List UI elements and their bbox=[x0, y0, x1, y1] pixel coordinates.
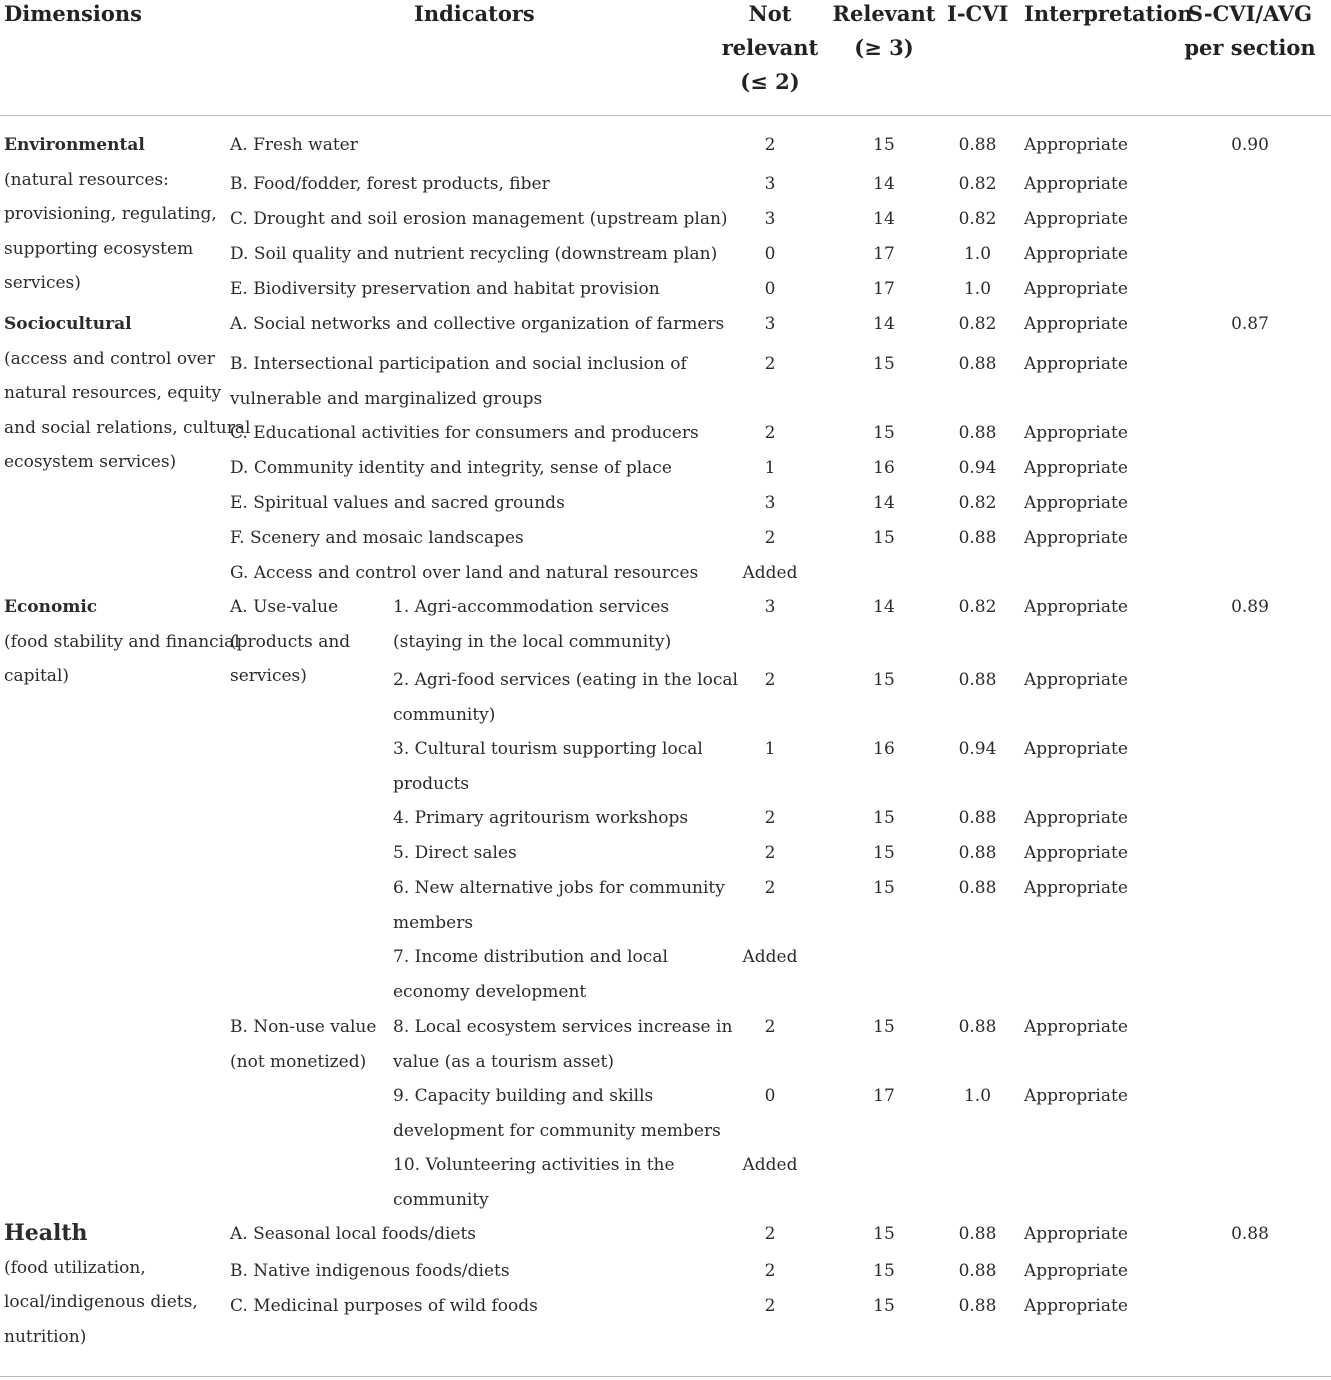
relevant-count: 15 bbox=[873, 528, 895, 548]
not-relevant-count: 3 bbox=[764, 597, 776, 617]
header-rule bbox=[0, 115, 1331, 116]
relevant-count: 17 bbox=[873, 279, 895, 299]
indicator-text: 6. New alternative jobs for community members bbox=[393, 878, 725, 933]
indicator-text: 3. Cultural tourism supporting local products bbox=[393, 739, 703, 794]
not-relevant-count: Added bbox=[742, 947, 798, 967]
indicator-text: G. Access and control over land and natural resources bbox=[230, 563, 699, 583]
interpretation-text: Appropriate bbox=[1024, 1224, 1128, 1244]
not-relevant-count: 0 bbox=[764, 1086, 776, 1106]
interpretation-text: Appropriate bbox=[1024, 1261, 1128, 1281]
not-relevant-count: 3 bbox=[764, 174, 776, 194]
interpretation-text: Appropriate bbox=[1024, 1017, 1128, 1037]
indicator-text: B. Intersectional participation and social inclusion of vulnerable and marginalized groups bbox=[230, 354, 687, 409]
indicator-text: 2. Agri-food services (eating in the local community) bbox=[393, 670, 738, 725]
interpretation-text: Appropriate bbox=[1024, 135, 1128, 155]
header-relevant: Relevant (≥ 3) bbox=[832, 1, 936, 60]
not-relevant-count: 3 bbox=[764, 493, 776, 513]
not-relevant-count: Added bbox=[742, 563, 798, 583]
not-relevant-count: 2 bbox=[764, 808, 776, 828]
dimension-sociocultural: Sociocultural (access and control over natural resources, equity and social relations, cultural ecosystem services) bbox=[4, 314, 251, 472]
icvi-value: 0.88 bbox=[958, 1017, 997, 1037]
icvi-value: 0.88 bbox=[958, 528, 997, 548]
not-relevant-count: 2 bbox=[764, 670, 776, 690]
relevant-count: 14 bbox=[873, 314, 895, 334]
header-icvi: I-CVI bbox=[947, 1, 1009, 26]
footer-rule bbox=[0, 1376, 1331, 1377]
indicator-text: 9. Capacity building and skills development for community members bbox=[393, 1086, 721, 1141]
not-relevant-count: Added bbox=[742, 1155, 798, 1175]
relevant-count: 15 bbox=[873, 1224, 895, 1244]
relevant-count: 14 bbox=[873, 209, 895, 229]
interpretation-text: Appropriate bbox=[1024, 597, 1128, 617]
relevant-count: 15 bbox=[873, 808, 895, 828]
icvi-value: 1.0 bbox=[963, 279, 992, 299]
icvi-value: 0.88 bbox=[958, 670, 997, 690]
header-interpretation: Interpretation bbox=[1024, 1, 1193, 26]
interpretation-text: Appropriate bbox=[1024, 423, 1128, 443]
relevant-count: 15 bbox=[873, 670, 895, 690]
icvi-value: 0.88 bbox=[958, 1224, 997, 1244]
icvi-value: 0.88 bbox=[958, 808, 997, 828]
indicator-text: E. Biodiversity preservation and habitat provision bbox=[230, 279, 660, 299]
indicator-text: D. Soil quality and nutrient recycling (downstream plan) bbox=[230, 244, 718, 264]
indicator-text: 4. Primary agritourism workshops bbox=[393, 808, 689, 828]
icvi-value: 0.82 bbox=[958, 209, 997, 229]
not-relevant-count: 2 bbox=[764, 354, 776, 374]
icvi-value: 0.82 bbox=[958, 174, 997, 194]
interpretation-text: Appropriate bbox=[1024, 354, 1128, 374]
interpretation-text: Appropriate bbox=[1024, 458, 1128, 478]
interpretation-text: Appropriate bbox=[1024, 174, 1128, 194]
relevant-count: 14 bbox=[873, 493, 895, 513]
not-relevant-count: 3 bbox=[764, 209, 776, 229]
not-relevant-count: 2 bbox=[764, 1296, 776, 1316]
relevant-count: 14 bbox=[873, 597, 895, 617]
indicator-text: E. Spiritual values and sacred grounds bbox=[230, 493, 565, 513]
relevant-count: 15 bbox=[873, 135, 895, 155]
icvi-value: 0.82 bbox=[958, 314, 997, 334]
icvi-value: 0.94 bbox=[958, 739, 997, 759]
icvi-value: 0.82 bbox=[958, 493, 997, 513]
interpretation-text: Appropriate bbox=[1024, 739, 1128, 759]
header-scvi: S-CVI/AVG per section bbox=[1184, 1, 1316, 60]
indicator-text: 5. Direct sales bbox=[393, 843, 517, 863]
icvi-value: 0.94 bbox=[958, 458, 997, 478]
relevant-count: 15 bbox=[873, 1017, 895, 1037]
interpretation-text: Appropriate bbox=[1024, 878, 1128, 898]
interpretation-text: Appropriate bbox=[1024, 1086, 1128, 1106]
indicator-text: A. Fresh water bbox=[230, 135, 358, 155]
indicator-text: A. Seasonal local foods/diets bbox=[230, 1224, 477, 1244]
scvi-health: 0.88 bbox=[1231, 1224, 1269, 1244]
relevant-count: 15 bbox=[873, 354, 895, 374]
relevant-count: 15 bbox=[873, 423, 895, 443]
relevant-count: 15 bbox=[873, 1296, 895, 1316]
group-non-use-value: B. Non-use value (not monetized) bbox=[230, 1017, 377, 1072]
relevant-count: 17 bbox=[873, 1086, 895, 1106]
icvi-value: 0.88 bbox=[958, 1261, 997, 1281]
relevant-count: 15 bbox=[873, 843, 895, 863]
relevant-count: 15 bbox=[873, 1261, 895, 1281]
interpretation-text: Appropriate bbox=[1024, 528, 1128, 548]
relevant-count: 15 bbox=[873, 878, 895, 898]
not-relevant-count: 2 bbox=[764, 1224, 776, 1244]
indicator-text: 1. Agri-accommodation services (staying in the local community) bbox=[393, 597, 672, 652]
indicator-text: 7. Income distribution and local economy development bbox=[393, 947, 668, 1002]
not-relevant-count: 0 bbox=[764, 279, 776, 299]
icvi-value: 0.88 bbox=[958, 135, 997, 155]
not-relevant-count: 2 bbox=[764, 1261, 776, 1281]
dimension-economic: Economic (food stability and financial capital) bbox=[4, 597, 240, 686]
indicator-text: C. Drought and soil erosion management (upstream plan) bbox=[230, 209, 728, 229]
interpretation-text: Appropriate bbox=[1024, 279, 1128, 299]
icvi-value: 0.88 bbox=[958, 354, 997, 374]
not-relevant-count: 2 bbox=[764, 843, 776, 863]
relevant-count: 16 bbox=[873, 458, 895, 478]
indicator-text: F. Scenery and mosaic landscapes bbox=[230, 528, 524, 548]
header-dimensions: Dimensions bbox=[4, 1, 142, 26]
interpretation-text: Appropriate bbox=[1024, 493, 1128, 513]
icvi-value: 0.88 bbox=[958, 423, 997, 443]
relevant-count: 16 bbox=[873, 739, 895, 759]
icvi-value: 1.0 bbox=[963, 1086, 992, 1106]
not-relevant-count: 0 bbox=[764, 244, 776, 264]
indicator-text: A. Social networks and collective organization of farmers bbox=[230, 314, 725, 334]
not-relevant-count: 1 bbox=[764, 739, 776, 759]
not-relevant-count: 2 bbox=[764, 1017, 776, 1037]
scvi-economic: 0.89 bbox=[1231, 597, 1269, 617]
header-indicators: Indicators bbox=[414, 1, 535, 26]
scvi-environmental: 0.90 bbox=[1231, 135, 1269, 155]
not-relevant-count: 2 bbox=[764, 423, 776, 443]
interpretation-text: Appropriate bbox=[1024, 1296, 1128, 1316]
indicator-text: 8. Local ecosystem services increase in value (as a tourism asset) bbox=[393, 1017, 733, 1072]
relevant-count: 14 bbox=[873, 174, 895, 194]
not-relevant-count: 2 bbox=[764, 528, 776, 548]
not-relevant-count: 2 bbox=[764, 135, 776, 155]
indicator-text: C. Educational activities for consumers and producers bbox=[230, 423, 699, 443]
scvi-sociocultural: 0.87 bbox=[1231, 314, 1269, 334]
dimension-health: Health (food utilization, local/indigenous diets, nutrition) bbox=[4, 1220, 198, 1347]
indicator-text: C. Medicinal purposes of wild foods bbox=[230, 1296, 538, 1316]
not-relevant-count: 2 bbox=[764, 878, 776, 898]
not-relevant-count: 3 bbox=[764, 314, 776, 334]
relevant-count: 17 bbox=[873, 244, 895, 264]
indicator-text: B. Food/fodder, forest products, fiber bbox=[230, 174, 550, 194]
dimension-environmental: Environmental (natural resources: provisioning, regulating, supporting ecosystem services) bbox=[4, 135, 217, 293]
interpretation-text: Appropriate bbox=[1024, 314, 1128, 334]
interpretation-text: Appropriate bbox=[1024, 808, 1128, 828]
icvi-value: 0.88 bbox=[958, 1296, 997, 1316]
header-not-relevant: Not relevant (≤ 2) bbox=[721, 1, 819, 94]
group-use-value: A. Use-value (products and services) bbox=[230, 597, 351, 686]
indicator-text: B. Native indigenous foods/diets bbox=[230, 1261, 510, 1281]
interpretation-text: Appropriate bbox=[1024, 843, 1128, 863]
not-relevant-count: 1 bbox=[764, 458, 776, 478]
icvi-value: 0.88 bbox=[958, 878, 997, 898]
icvi-value: 1.0 bbox=[963, 244, 992, 264]
indicator-text: D. Community identity and integrity, sense of place bbox=[230, 458, 672, 478]
icvi-value: 0.88 bbox=[958, 843, 997, 863]
interpretation-text: Appropriate bbox=[1024, 670, 1128, 690]
icvi-value: 0.82 bbox=[958, 597, 997, 617]
interpretation-text: Appropriate bbox=[1024, 209, 1128, 229]
indicator-text: 10. Volunteering activities in the community bbox=[393, 1155, 675, 1210]
interpretation-text: Appropriate bbox=[1024, 244, 1128, 264]
